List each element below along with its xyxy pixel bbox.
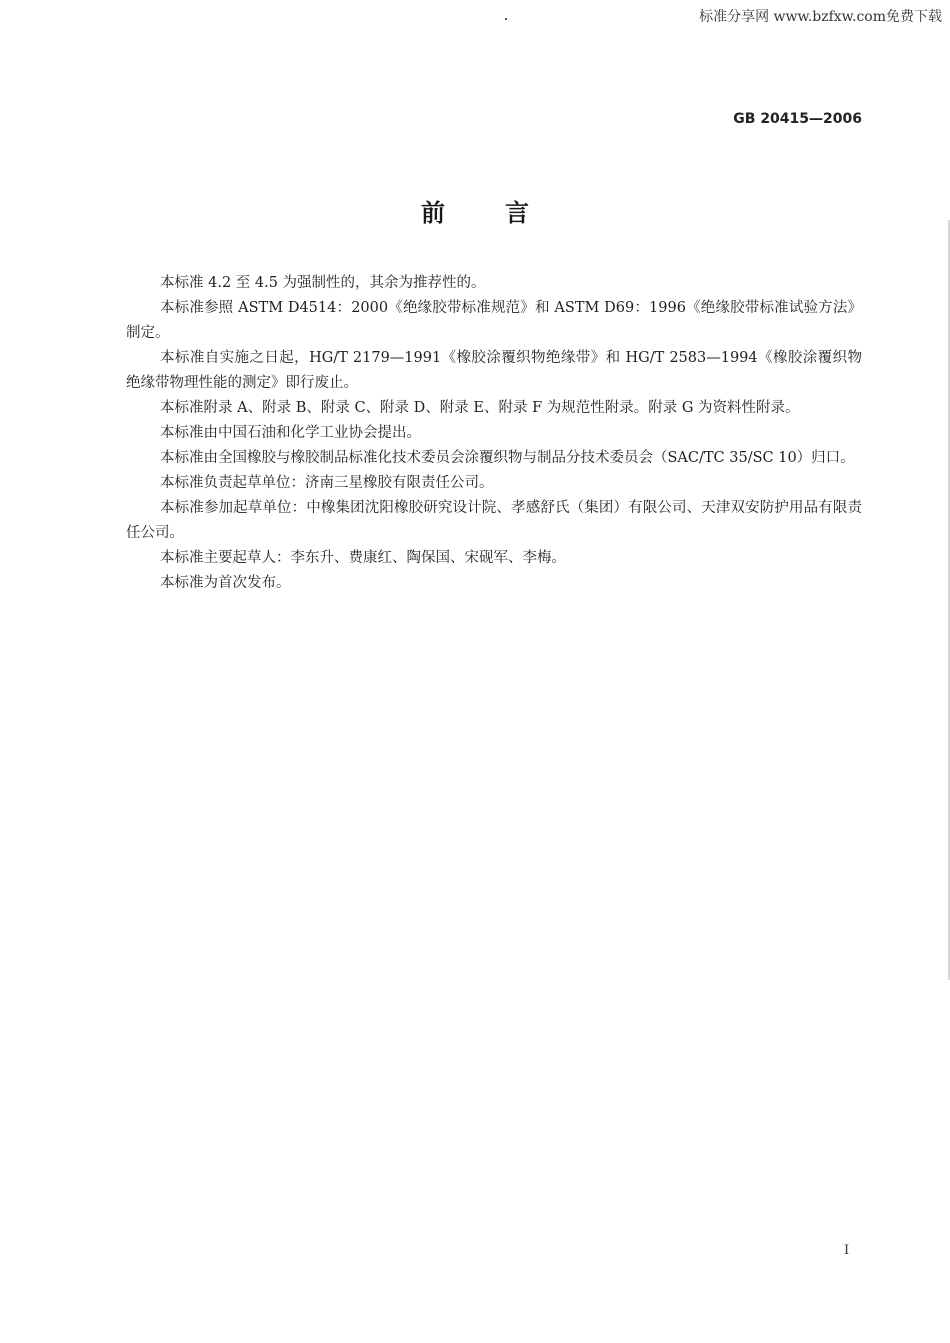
- paragraph: 本标准附录 A、附录 B、附录 C、附录 D、附录 E、附录 F 为规范性附录。附录 G 为资料性附录。: [160, 400, 800, 416]
- watermark-text: 标准分享网 www.bzfxw.com免费下载: [699, 9, 942, 25]
- standard-number: GB 20415—2006: [733, 111, 862, 127]
- paragraph: 本标准由全国橡胶与橡胶制品标准化技术委员会涂覆织物与制品分技术委员会（SAC/TC 35/SC 10）归口。: [160, 450, 855, 466]
- paragraph: 本标准 4.2 至 4.5 为强制性的，其余为推荐性的。: [160, 275, 486, 291]
- paragraph: 本标准由中国石油和化学工业协会提出。: [160, 425, 421, 441]
- paragraph: 本标准自实施之日起，HG/T 2179—1991《橡胶涂覆织物绝缘带》和 HG/T 2583—1994《橡胶涂覆织物绝缘带物理性能的测定》即行废止。: [126, 350, 862, 391]
- page-number: I: [844, 1243, 850, 1258]
- scan-artifact: [505, 18, 507, 20]
- paragraph: 本标准为首次发布。: [160, 575, 291, 591]
- page-title: 前言: [421, 199, 589, 227]
- paragraph: 本标准参照 ASTM D4514：2000《绝缘胶带标准规范》和 ASTM D69：1996《绝缘胶带标准试验方法》制定。: [126, 300, 862, 341]
- paragraph: 本标准负责起草单位：济南三星橡胶有限责任公司。: [160, 475, 494, 491]
- paragraph: 本标准主要起草人：李东升、费康红、陶保国、宋砚军、李梅。: [160, 550, 566, 566]
- foreword-body: [126, 271, 862, 596]
- paragraph: 本标准参加起草单位：中橡集团沈阳橡胶研究设计院、孝感舒氏（集团）有限公司、天津双安防护用品有限责任公司。: [126, 500, 862, 541]
